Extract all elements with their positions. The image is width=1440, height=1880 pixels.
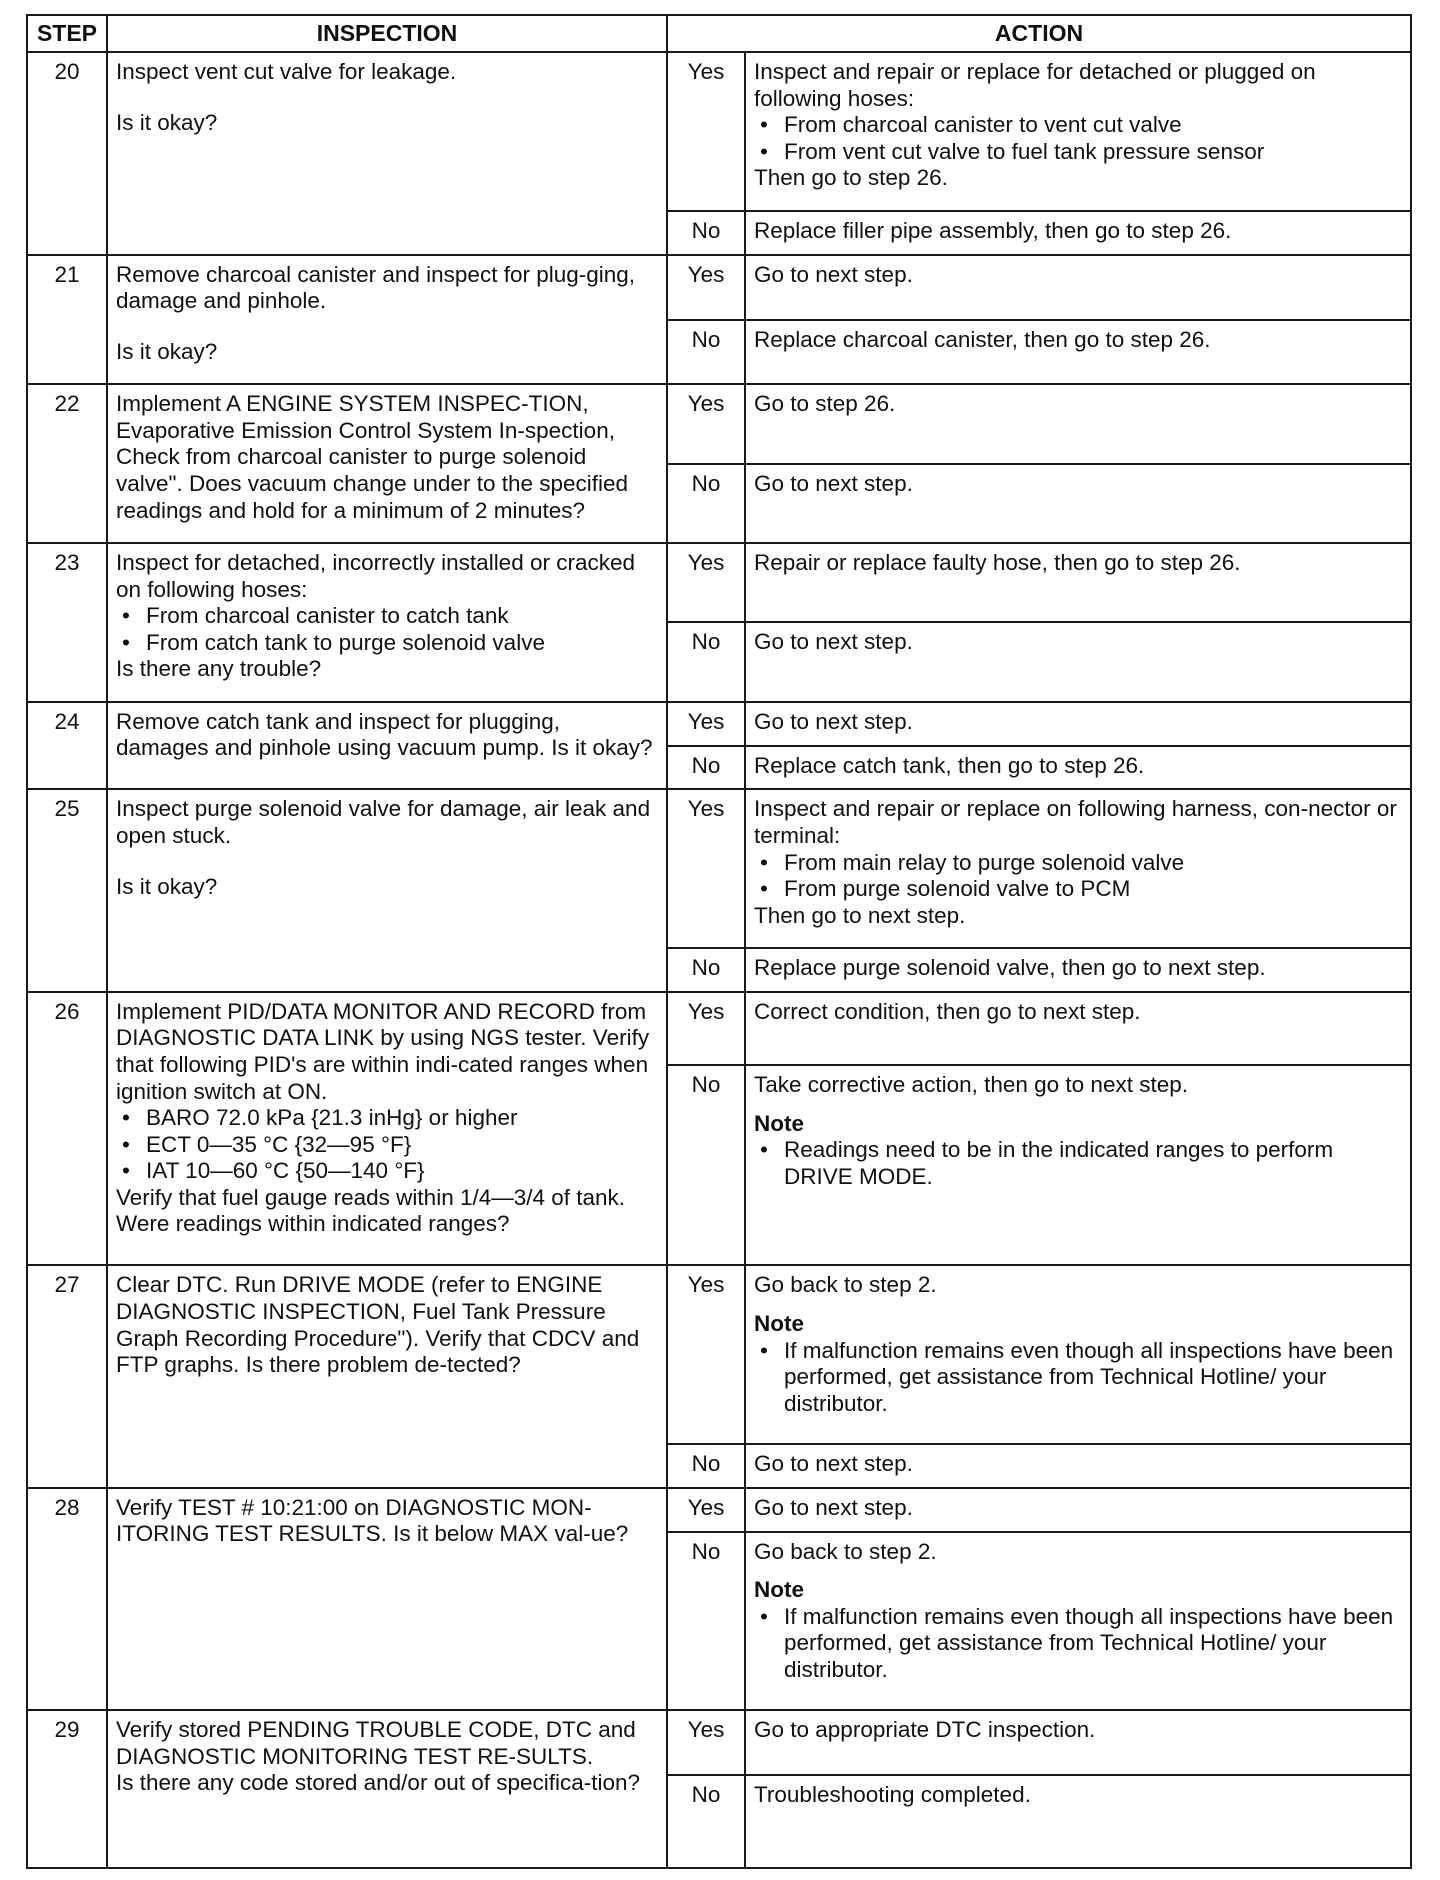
yes-label: Yes [667,702,745,746]
yes-label: Yes [667,384,745,463]
no-label: No [667,746,745,790]
bullet-item [116,1158,658,1185]
bullet-icon: • [122,1105,130,1131]
yes-label: Yes [667,789,745,948]
action-no-text: Go back to step 2. [754,1538,937,1564]
inspection-text: Verify TEST # 10:21:00 on DIAGNOSTIC MON-ITORING TEST RESULTS. Is it below MAX val-ue? [116,1494,629,1547]
action-yes-cell [745,789,1411,948]
step-number: 28 [27,1488,107,1710]
action-yes-cell [745,1265,1411,1443]
inspection-text: Is it okay? [116,338,218,364]
inspection-text: Clear DTC. Run DRIVE MODE (refer to ENGINE DIAGNOSTIC INSPECTION, Fuel Tank Pressure Graph Recording Procedure"). Verify that CDCV and FTP graphs. Is there problem de-tected? [116,1272,646,1378]
step-row-yes [27,702,1411,746]
note-title: Note [754,1110,804,1136]
step-number: 22 [27,384,107,543]
step-row-yes [27,1488,1411,1532]
step-number: 20 [27,52,107,255]
action-yes-text: Go back to step 2. [754,1272,937,1298]
step-number: 21 [27,255,107,385]
bullet-item [754,1137,1402,1190]
action-no-cell [745,1532,1411,1710]
action-yes-cell [745,543,1411,622]
action-yes-after: Then go to step 26. [754,165,948,191]
step-row-yes [27,255,1411,320]
action-no-text: Take corrective action, then go to next step. [754,1072,1188,1098]
inspection-cell [107,702,667,790]
step-row-yes [27,1710,1411,1775]
inspection-cell [107,255,667,385]
action-yes-text: Go to next step. [754,261,913,287]
action-yes-text: Correct condition, then go to next step. [754,998,1141,1024]
inspection-text: Is there any code stored and/or out of specifica-tion? [116,1770,641,1796]
yes-label: Yes [667,992,745,1065]
action-no-text: Go to next step. [754,470,913,496]
inspection-cell [107,1710,667,1868]
note-title: Note [754,1577,804,1603]
action-yes-cell [745,255,1411,320]
inspection-question: Verify that fuel gauge reads within 1/4—3/4 of tank. Were readings within indicated ranges? [116,1184,626,1237]
bullet-list [754,1604,1402,1684]
action-no-cell [745,211,1411,255]
bullet-item [754,112,1402,139]
bullet-icon: • [760,112,768,138]
step-row-yes [27,52,1411,211]
bullet-icon: • [760,1603,768,1629]
header-row [27,15,1411,52]
bullet-text: From catch tank to purge solenoid valve [146,629,545,655]
inspection-cell [107,384,667,543]
action-no-cell [745,746,1411,790]
bullet-icon: • [122,1131,130,1157]
no-label: No [667,1775,745,1868]
inspection-text: Inspect vent cut valve for leakage. [116,59,457,85]
action-yes-cell [745,52,1411,211]
step-row-yes [27,789,1411,948]
action-yes-cell [745,1488,1411,1532]
inspection-text: Verify stored PENDING TROUBLE CODE, DTC and DIAGNOSTIC MONITORING TEST RE-SULTS. [116,1716,642,1769]
no-label: No [667,948,745,992]
bullet-icon: • [122,1158,130,1184]
action-no-cell [745,1065,1411,1265]
bullet-text: BARO 72.0 kPa {21.3 inHg} or higher [146,1105,518,1131]
bullet-item [754,139,1402,166]
step-row-yes [27,992,1411,1065]
inspection-cell [107,1265,667,1487]
action-yes-text: Inspect and repair or replace for detached or plugged on following hoses: [754,59,1322,111]
bullet-text: From main relay to purge solenoid valve [784,849,1185,875]
inspection-cell [107,543,667,702]
action-yes-cell [745,384,1411,463]
action-yes-text: Go to next step. [754,1494,913,1520]
action-yes-cell [745,1710,1411,1775]
bullet-item [116,1105,658,1132]
bullet-item [116,603,658,630]
action-no-cell [745,320,1411,385]
inspection-cell [107,789,667,992]
bullet-text: If malfunction remains even though all inspections have been performed, get assistance from Technical Hotline/ your distributor. [784,1337,1394,1416]
bullet-list [116,603,658,656]
action-yes-text: Go to step 26. [754,391,896,417]
yes-label: Yes [667,52,745,211]
step-number: 29 [27,1710,107,1868]
action-no-text: Go to next step. [754,1450,913,1476]
bullet-item [754,850,1402,877]
inspection-cell [107,992,667,1266]
action-no-text: Replace charcoal canister, then go to step 26. [754,326,1211,352]
step-row-yes [27,384,1411,463]
inspection-text: Remove catch tank and inspect for plugging, damages and pinhole using vacuum pump. Is it okay? [116,708,653,761]
action-no-text: Go to next step. [754,629,913,655]
inspection-text: Remove charcoal canister and inspect for plug-ging, damage and pinhole. [116,261,642,314]
bullet-icon: • [760,876,768,902]
bullet-item [754,1604,1402,1684]
step-number: 23 [27,543,107,702]
action-yes-cell [745,702,1411,746]
bullet-list [116,1105,658,1185]
no-label: No [667,1532,745,1710]
bullet-icon: • [760,849,768,875]
step-number: 26 [27,992,107,1266]
bullet-text: From charcoal canister to vent cut valve [784,112,1182,138]
bullet-list [754,1137,1402,1190]
blank-line [116,315,658,339]
bullet-text: IAT 10—60 °C {50—140 °F} [146,1158,425,1184]
action-yes-cell [745,992,1411,1065]
bullet-icon: • [760,1137,768,1163]
action-no-text: Replace purge solenoid valve, then go to next step. [754,955,1266,981]
no-label: No [667,211,745,255]
bullet-list [754,1338,1402,1418]
header-inspection: INSPECTION [107,15,667,52]
action-no-text: Replace catch tank, then go to step 26. [754,752,1145,778]
action-no-cell [745,622,1411,701]
inspection-text: Is it okay? [116,109,218,135]
inspection-text: Implement A ENGINE SYSTEM INSPEC-TION, Evaporative Emission Control System In-spection, Check from charcoal canister to purge solenoid valve". Does vacuum change under to the specified readings and hold for a minimum of 2 minutes? [116,391,635,523]
action-yes-text: Go to appropriate DTC inspection. [754,1716,1096,1742]
header-action: ACTION [667,15,1411,52]
no-label: No [667,320,745,385]
step-row-yes [27,543,1411,622]
blank-line [116,850,658,874]
inspection-text: Inspect for detached, incorrectly installed or cracked on following hoses: [116,550,642,602]
action-yes-text: Inspect and repair or replace on following harness, con-nector or terminal: [754,796,1404,848]
note-title: Note [754,1310,804,1336]
inspection-text: Is it okay? [116,873,218,899]
bullet-text: ECT 0—35 °C {32—95 °F} [146,1131,412,1157]
bullet-item [754,1338,1402,1418]
bullet-text: From charcoal canister to catch tank [146,603,509,629]
inspection-question: Is there any trouble? [116,656,322,682]
bullet-list [754,850,1402,903]
action-no-text: Replace filler pipe assembly, then go to step 26. [754,217,1232,243]
yes-label: Yes [667,1710,745,1775]
bullet-icon: • [122,603,130,629]
action-no-cell [745,464,1411,543]
inspection-cell [107,52,667,255]
bullet-item [754,876,1402,903]
blank-line [116,86,658,110]
step-number: 27 [27,1265,107,1487]
yes-label: Yes [667,1265,745,1443]
inspection-text: Implement PID/DATA MONITOR AND RECORD from DIAGNOSTIC DATA LINK by using NGS tester. Verify that following PID's are within indi-cated ranges when ignition switch at ON. [116,998,656,1104]
step-number: 24 [27,702,107,790]
no-label: No [667,1444,745,1488]
bullet-item [116,1132,658,1159]
action-no-text: Troubleshooting completed. [754,1781,1031,1807]
action-yes-text: Repair or replace faulty hose, then go to step 26. [754,550,1241,576]
bullet-text: Readings need to be in the indicated ranges to perform DRIVE MODE. [784,1137,1334,1189]
inspection-cell [107,1488,667,1710]
inspection-text: Inspect purge solenoid valve for damage, air leak and open stuck. [116,796,657,848]
no-label: No [667,464,745,543]
bullet-icon: • [760,1337,768,1363]
header-step: STEP [27,15,107,52]
step-row-yes [27,1265,1411,1443]
yes-label: Yes [667,543,745,622]
action-yes-text: Go to next step. [754,708,913,734]
bullet-icon: • [760,138,768,164]
bullet-item [116,630,658,657]
bullet-text: If malfunction remains even though all inspections have been performed, get assistance from Technical Hotline/ your distributor. [784,1603,1394,1682]
step-number: 25 [27,789,107,992]
action-no-cell [745,948,1411,992]
yes-label: Yes [667,255,745,320]
action-yes-after: Then go to next step. [754,902,966,928]
bullet-text: From vent cut valve to fuel tank pressure sensor [784,138,1265,164]
bullet-list [754,112,1402,165]
action-no-cell [745,1775,1411,1868]
no-label: No [667,1065,745,1265]
inspection-table [26,14,1412,1869]
table-body [27,52,1411,1868]
bullet-icon: • [122,629,130,655]
yes-label: Yes [667,1488,745,1532]
action-no-cell [745,1444,1411,1488]
bullet-text: From purge solenoid valve to PCM [784,876,1131,902]
no-label: No [667,622,745,701]
